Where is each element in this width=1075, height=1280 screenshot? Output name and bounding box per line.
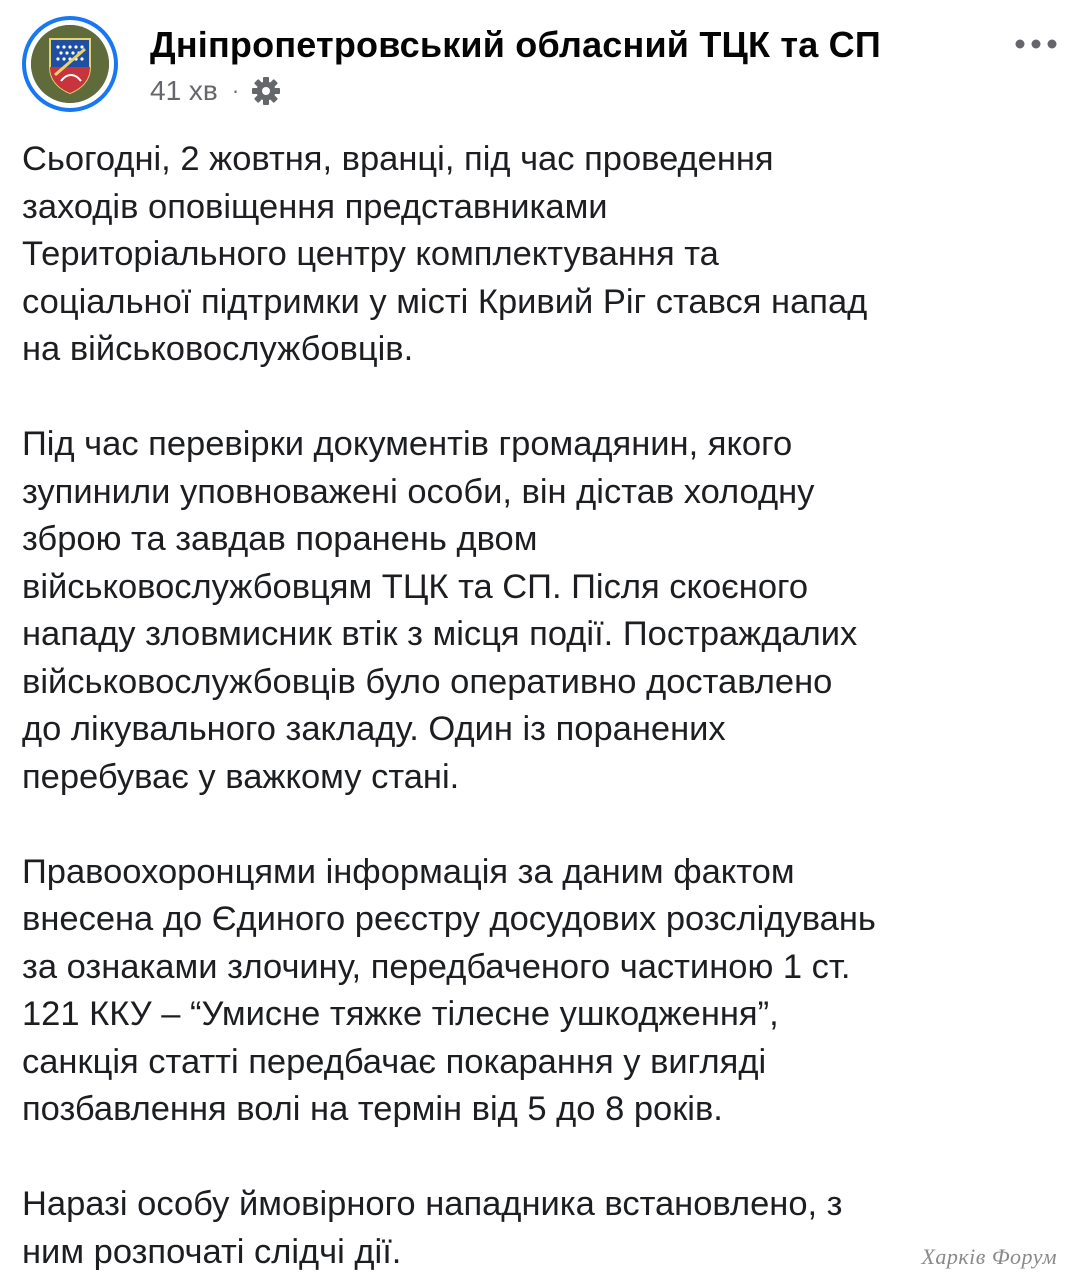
post-paragraph: Сьогодні, 2 жовтня, вранці, під час проведення заходів оповіщення представниками Територіального центру комплектування та соціальної підтримки у місті Кривий Ріг стався напад на військовослужбовців. — [22, 140, 868, 368]
gear-icon[interactable] — [251, 76, 281, 106]
post-text — [22, 136, 1062, 1280]
post-meta — [150, 74, 281, 108]
post-paragraph: Правоохоронцями інформація за даним фактом внесена до Єдиного реєстру досудових розслідувань за ознаками злочину, передбаченого частиною 1 ст. 121 ККУ – “Умисне тяжке тілесне ушкодження”, санкція статті передбачає покарання у вигляді позбавлення волі на термін від 5 до 8 років. — [22, 852, 876, 1128]
post-paragraph: Наразі особу ймовірного нападника встановлено, з ним розпочаті слідчі дії. — [22, 1185, 843, 1271]
page-name[interactable]: Дніпропетровський обласний ТЦК та СП — [150, 24, 881, 65]
more-horizontal-icon[interactable] — [1012, 34, 1060, 54]
post-time[interactable]: 41 хв — [150, 75, 218, 106]
watermark: Харків Форум — [921, 1244, 1057, 1269]
emblem-icon — [31, 25, 109, 103]
post-paragraph: Під час перевірки документів громадянин, якого зупинили уповноважені особи, він дістав холодну зброю та завдав поранень двом військовослужбовцям ТЦК та СП. Після скоєного нападу зловмисник втік з місця події. Постраждалих військовослужбовців було оперативно доставлено до лікувального закладу. Один із поранених перебуває у важкому стані. — [22, 425, 858, 796]
meta-separator: · — [231, 78, 240, 103]
page-avatar[interactable] — [22, 16, 118, 112]
post-header — [22, 16, 1062, 116]
